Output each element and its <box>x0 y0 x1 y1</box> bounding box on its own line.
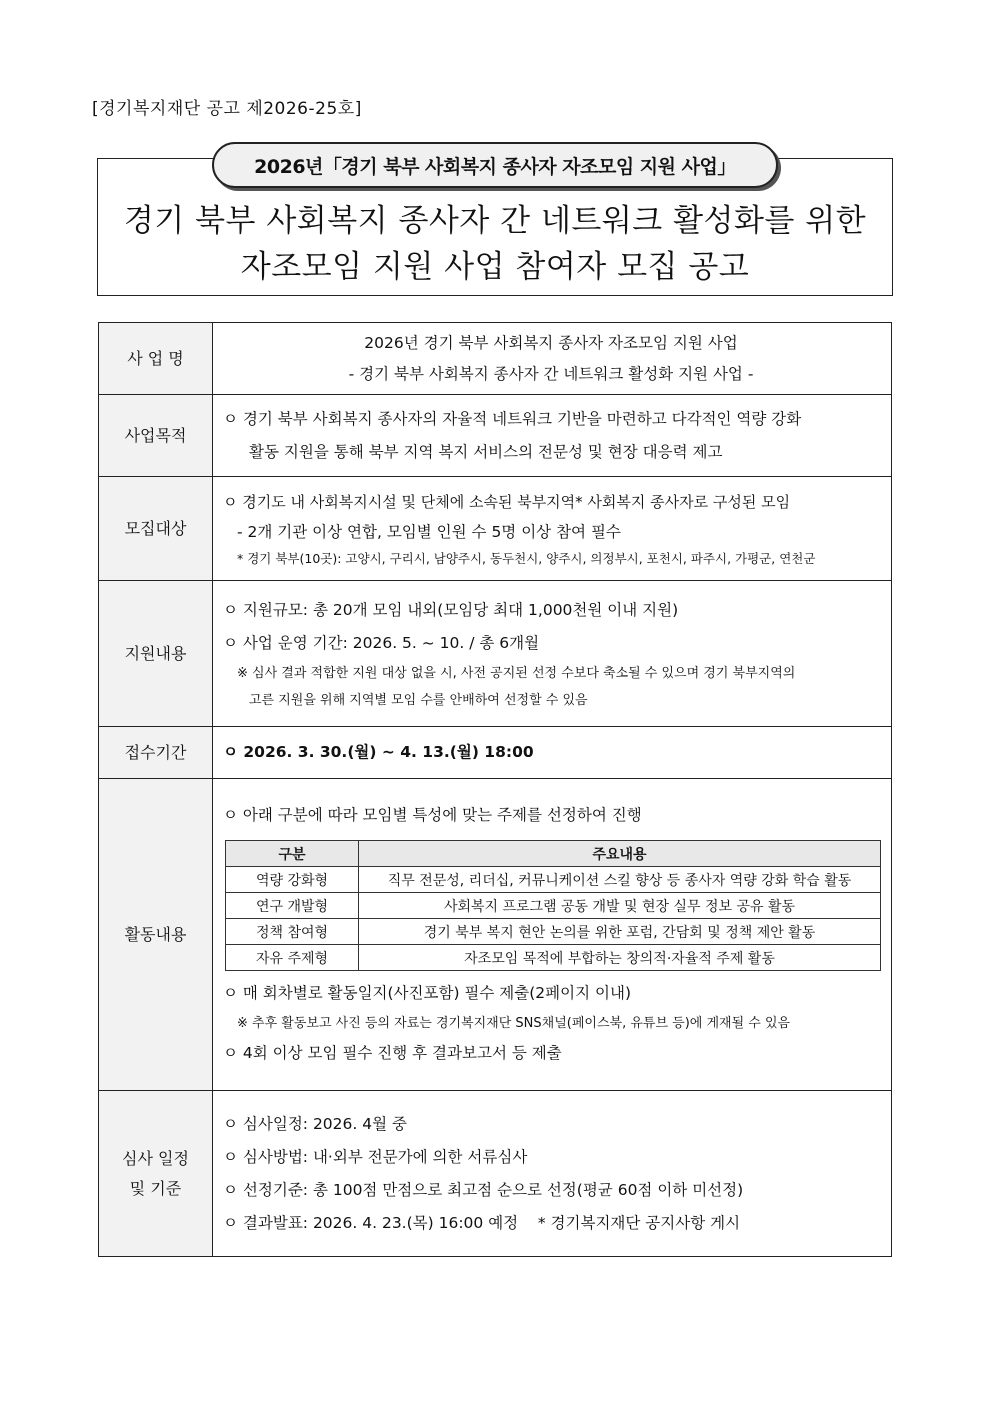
header-content: 주요내용 <box>359 841 881 867</box>
review-line-4: ㅇ 결과발표: 2026. 4. 23.(목) 16:00 예정 * 경기복지재단 공지사항 게시 <box>223 1213 741 1232</box>
table-row <box>226 919 881 945</box>
title-line-2: 자조모임 지원 사업 참여자 모집 공고 <box>240 249 750 285</box>
activity-intro: ㅇ 아래 구분에 따라 모임별 특성에 맞는 주제를 선정하여 진행 <box>223 806 642 824</box>
header-category: 구분 <box>226 841 359 867</box>
label-business-name: 사 업 명 <box>99 323 213 395</box>
row-target <box>99 477 892 581</box>
row-support <box>99 581 892 727</box>
period-line-1: ㅇ 2026. 3. 30.(월) ~ 4. 13.(월) 18:00 <box>223 743 534 761</box>
content-business-name <box>213 323 892 395</box>
review-line-3: ㅇ 선정기준: 총 100점 만점으로 최고점 순으로 선정(평균 60점 이하 미선정) <box>223 1180 744 1199</box>
row-activity <box>99 779 892 1091</box>
content-purpose <box>213 395 892 477</box>
category-cell: 정책 참여형 <box>226 919 359 945</box>
support-line-3: ※ 심사 결과 적합한 지원 대상 없을 시, 사전 공지된 선정 수보다 축소될 수 있으며 경기 북부지역의 <box>237 665 796 681</box>
content-target <box>213 477 892 581</box>
program-name-badge: 2026년「경기 북부 사회복지 종사자 자조모임 지원 사업」 <box>212 142 778 188</box>
page-title <box>97 198 893 290</box>
label-support: 지원내용 <box>99 581 213 727</box>
table-row <box>226 945 881 971</box>
label-target: 모집대상 <box>99 477 213 581</box>
support-line-4: 고른 지원을 위해 지역별 모임 수를 안배하여 선정할 수 있음 <box>249 692 588 708</box>
review-label-line-1: 심사 일정 <box>122 1148 189 1168</box>
activity-line-c: ㅇ 4회 이상 모임 필수 진행 후 결과보고서 등 제출 <box>223 1044 562 1062</box>
review-line-2: ㅇ 심사방법: 내·외부 전문가에 의한 서류심사 <box>223 1147 528 1166</box>
activity-line-a: ㅇ 매 회차별로 활동일지(사진포함) 필수 제출(2페이지 이내) <box>223 984 631 1002</box>
row-period <box>99 727 892 779</box>
activity-type-table <box>225 840 881 971</box>
business-name-line-2: - 경기 북부 사회복지 종사자 간 네트워크 활성화 지원 사업 - <box>348 364 754 383</box>
review-label-line-2: 및 기준 <box>129 1178 182 1198</box>
info-table <box>98 322 892 1257</box>
notice-number: [경기복지재단 공고 제2026-25호] <box>92 99 362 119</box>
target-line-1: ㅇ 경기도 내 사회복지시설 및 단체에 소속된 북부지역* 사회복지 종사자로 구성된 모임 <box>223 492 791 511</box>
label-review <box>99 1091 213 1257</box>
label-purpose: 사업목적 <box>99 395 213 477</box>
row-business-name <box>99 323 892 395</box>
label-period: 접수기간 <box>99 727 213 779</box>
category-cell: 역량 강화형 <box>226 867 359 893</box>
review-line-1: ㅇ 심사일정: 2026. 4월 중 <box>223 1114 407 1133</box>
row-review <box>99 1091 892 1257</box>
content-cell: 직무 전문성, 리더십, 커뮤니케이션 스킬 향상 등 종사자 역량 강화 학습 활동 <box>359 867 881 893</box>
content-cell: 자조모임 목적에 부합하는 창의적·자율적 주제 활동 <box>359 945 881 971</box>
purpose-line-2: 활동 지원을 통해 북부 지역 복지 서비스의 전문성 및 현장 대응력 제고 <box>249 442 723 461</box>
purpose-line-1: ㅇ 경기 북부 사회복지 종사자의 자율적 네트워크 기반을 마련하고 다각적인 역량 강화 <box>223 409 802 428</box>
activity-table-header <box>226 841 881 867</box>
content-period <box>213 727 892 779</box>
table-row <box>226 867 881 893</box>
content-cell: 사회복지 프로그램 공동 개발 및 현장 실무 정보 공유 활동 <box>359 893 881 919</box>
row-purpose <box>99 395 892 477</box>
label-activity: 활동내용 <box>99 779 213 1091</box>
activity-line-b: ※ 추후 활동보고 사진 등의 자료는 경기복지재단 SNS채널(페이스북, 유튜브 등)에 게재될 수 있음 <box>237 1016 791 1031</box>
content-support <box>213 581 892 727</box>
content-cell: 경기 북부 복지 현안 논의를 위한 포럼, 간담회 및 정책 제안 활동 <box>359 919 881 945</box>
target-line-2: - 2개 기관 이상 연합, 모임별 인원 수 5명 이상 참여 필수 <box>237 522 621 541</box>
support-line-2: ㅇ 사업 운영 기간: 2026. 5. ~ 10. / 총 6개월 <box>223 633 540 652</box>
target-line-3: * 경기 북부(10곳): 고양시, 구리시, 남양주시, 동두천시, 양주시, 의정부시, 포천시, 파주시, 가평군, 연천군 <box>237 550 816 566</box>
category-cell: 연구 개발형 <box>226 893 359 919</box>
title-line-1: 경기 북부 사회복지 종사자 간 네트워크 활성화를 위한 <box>123 203 867 239</box>
table-row <box>226 893 881 919</box>
content-review <box>213 1091 892 1257</box>
support-line-1: ㅇ 지원규모: 총 20개 모임 내외(모임당 최대 1,000천원 이내 지원) <box>223 600 679 619</box>
business-name-line-1: 2026년 경기 북부 사회복지 종사자 자조모임 지원 사업 <box>364 333 738 352</box>
content-activity <box>213 779 892 1091</box>
category-cell: 자유 주제형 <box>226 945 359 971</box>
